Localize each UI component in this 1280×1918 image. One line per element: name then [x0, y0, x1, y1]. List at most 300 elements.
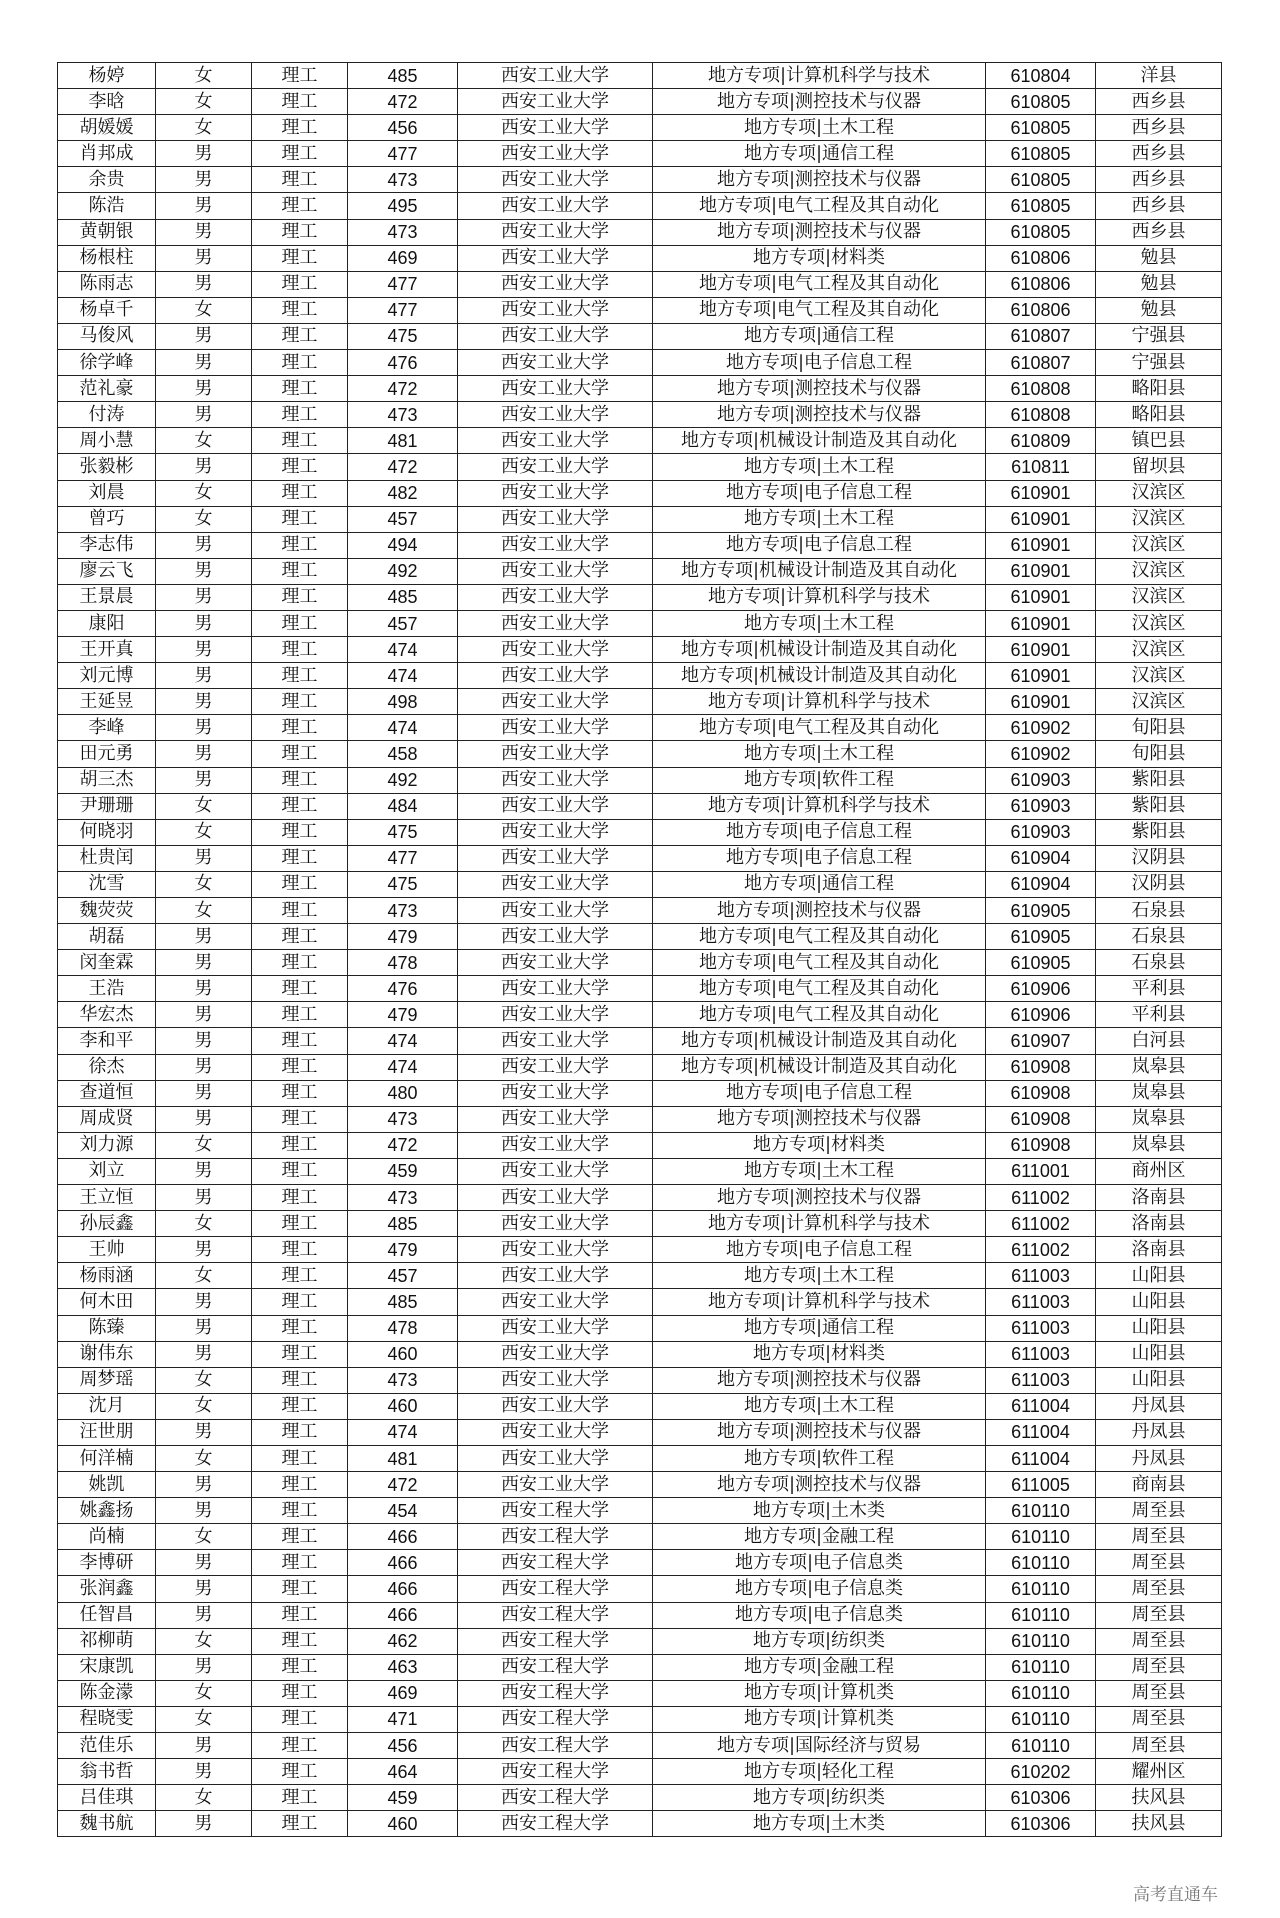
gender-cell: 男: [156, 1158, 252, 1184]
gender-cell: 男: [156, 1498, 252, 1524]
name-cell: 周梦瑶: [58, 1367, 156, 1393]
major-cell: 地方专项|土木工程: [653, 506, 986, 532]
score-cell: 456: [348, 115, 458, 141]
major-cell: 地方专项|电子信息工程: [653, 1237, 986, 1263]
score-cell: 466: [348, 1602, 458, 1628]
category-cell: 理工: [252, 1733, 348, 1759]
major-cell: 地方专项|机械设计制造及其自动化: [653, 663, 986, 689]
major-cell: 地方专项|土木工程: [653, 1263, 986, 1289]
gender-cell: 男: [156, 1002, 252, 1028]
category-cell: 理工: [252, 767, 348, 793]
major-cell: 地方专项|计算机科学与技术: [653, 63, 986, 89]
county-cell: 周至县: [1096, 1602, 1222, 1628]
score-cell: 472: [348, 376, 458, 402]
gender-cell: 男: [156, 1419, 252, 1445]
gender-cell: 女: [156, 115, 252, 141]
region-code-cell: 610904: [986, 845, 1096, 871]
university-cell: 西安工程大学: [458, 1680, 653, 1706]
gender-cell: 女: [156, 1445, 252, 1471]
category-cell: 理工: [252, 1028, 348, 1054]
name-cell: 尚楠: [58, 1524, 156, 1550]
county-cell: 西乡县: [1096, 89, 1222, 115]
gender-cell: 男: [156, 193, 252, 219]
table-row: [58, 532, 1222, 558]
category-cell: 理工: [252, 1263, 348, 1289]
score-cell: 457: [348, 506, 458, 532]
score-cell: 472: [348, 1132, 458, 1158]
region-code-cell: 610811: [986, 454, 1096, 480]
university-cell: 西安工业大学: [458, 297, 653, 323]
gender-cell: 男: [156, 584, 252, 610]
major-cell: 地方专项|土木类: [653, 1498, 986, 1524]
score-cell: 485: [348, 1211, 458, 1237]
major-cell: 地方专项|材料类: [653, 1341, 986, 1367]
category-cell: 理工: [252, 376, 348, 402]
table-row: [58, 1445, 1222, 1471]
name-cell: 王延昱: [58, 689, 156, 715]
roster-body: [58, 63, 1222, 1837]
university-cell: 西安工业大学: [458, 637, 653, 663]
category-cell: 理工: [252, 1289, 348, 1315]
name-cell: 何木田: [58, 1289, 156, 1315]
university-cell: 西安工业大学: [458, 1341, 653, 1367]
major-cell: 地方专项|土木类: [653, 1811, 986, 1837]
score-cell: 457: [348, 610, 458, 636]
score-cell: 476: [348, 350, 458, 376]
university-cell: 西安工程大学: [458, 1576, 653, 1602]
name-cell: 马俊风: [58, 323, 156, 349]
table-row: [58, 845, 1222, 871]
university-cell: 西安工业大学: [458, 1211, 653, 1237]
category-cell: 理工: [252, 1106, 348, 1132]
region-code-cell: 610903: [986, 819, 1096, 845]
region-code-cell: 610902: [986, 741, 1096, 767]
university-cell: 西安工业大学: [458, 1419, 653, 1445]
score-cell: 473: [348, 898, 458, 924]
category-cell: 理工: [252, 350, 348, 376]
gender-cell: 男: [156, 376, 252, 402]
table-row: [58, 1733, 1222, 1759]
category-cell: 理工: [252, 610, 348, 636]
gender-cell: 男: [156, 767, 252, 793]
score-cell: 479: [348, 1002, 458, 1028]
county-cell: 周至县: [1096, 1654, 1222, 1680]
gender-cell: 男: [156, 741, 252, 767]
region-code-cell: 610808: [986, 376, 1096, 402]
gender-cell: 男: [156, 663, 252, 689]
score-cell: 466: [348, 1524, 458, 1550]
county-cell: 周至县: [1096, 1576, 1222, 1602]
category-cell: 理工: [252, 89, 348, 115]
gender-cell: 男: [156, 689, 252, 715]
gender-cell: 男: [156, 1315, 252, 1341]
score-cell: 481: [348, 1445, 458, 1471]
name-cell: 康阳: [58, 610, 156, 636]
university-cell: 西安工业大学: [458, 610, 653, 636]
county-cell: 汉滨区: [1096, 584, 1222, 610]
gender-cell: 男: [156, 167, 252, 193]
score-cell: 479: [348, 1237, 458, 1263]
county-cell: 西乡县: [1096, 115, 1222, 141]
category-cell: 理工: [252, 663, 348, 689]
county-cell: 宁强县: [1096, 323, 1222, 349]
major-cell: 地方专项|机械设计制造及其自动化: [653, 1054, 986, 1080]
major-cell: 地方专项|电气工程及其自动化: [653, 976, 986, 1002]
major-cell: 地方专项|测控技术与仪器: [653, 167, 986, 193]
name-cell: 华宏杰: [58, 1002, 156, 1028]
university-cell: 西安工业大学: [458, 167, 653, 193]
gender-cell: 男: [156, 845, 252, 871]
county-cell: 洛南县: [1096, 1237, 1222, 1263]
name-cell: 刘晨: [58, 480, 156, 506]
score-cell: 475: [348, 871, 458, 897]
university-cell: 西安工程大学: [458, 1811, 653, 1837]
category-cell: 理工: [252, 689, 348, 715]
name-cell: 孙辰鑫: [58, 1211, 156, 1237]
region-code-cell: 610110: [986, 1602, 1096, 1628]
name-cell: 张毅彬: [58, 454, 156, 480]
major-cell: 地方专项|电气工程及其自动化: [653, 193, 986, 219]
score-cell: 474: [348, 715, 458, 741]
county-cell: 汉滨区: [1096, 637, 1222, 663]
score-cell: 495: [348, 193, 458, 219]
name-cell: 王浩: [58, 976, 156, 1002]
region-code-cell: 611003: [986, 1289, 1096, 1315]
university-cell: 西安工程大学: [458, 1550, 653, 1576]
watermark-text: 高考直通车: [1133, 1885, 1218, 1905]
university-cell: 西安工业大学: [458, 271, 653, 297]
region-code-cell: 610809: [986, 428, 1096, 454]
table-row: [58, 1393, 1222, 1419]
major-cell: 地方专项|测控技术与仪器: [653, 1185, 986, 1211]
score-cell: 485: [348, 584, 458, 610]
university-cell: 西安工程大学: [458, 1733, 653, 1759]
score-cell: 494: [348, 532, 458, 558]
region-code-cell: 611001: [986, 1158, 1096, 1184]
region-code-cell: 610905: [986, 924, 1096, 950]
county-cell: 丹凤县: [1096, 1445, 1222, 1471]
name-cell: 曾巧: [58, 506, 156, 532]
score-cell: 469: [348, 1680, 458, 1706]
major-cell: 地方专项|纺织类: [653, 1628, 986, 1654]
gender-cell: 男: [156, 1811, 252, 1837]
county-cell: 山阳县: [1096, 1341, 1222, 1367]
table-row: [58, 480, 1222, 506]
county-cell: 平利县: [1096, 1002, 1222, 1028]
university-cell: 西安工程大学: [458, 1759, 653, 1785]
table-row: [58, 167, 1222, 193]
gender-cell: 女: [156, 819, 252, 845]
gender-cell: 男: [156, 1185, 252, 1211]
region-code-cell: 610805: [986, 89, 1096, 115]
score-cell: 466: [348, 1576, 458, 1602]
county-cell: 汉滨区: [1096, 532, 1222, 558]
table-row: [58, 141, 1222, 167]
table-row: [58, 663, 1222, 689]
name-cell: 刘力源: [58, 1132, 156, 1158]
university-cell: 西安工业大学: [458, 219, 653, 245]
table-row: [58, 63, 1222, 89]
name-cell: 杨雨涵: [58, 1263, 156, 1289]
region-code-cell: 610901: [986, 689, 1096, 715]
score-cell: 484: [348, 793, 458, 819]
admission-roster-table: [57, 62, 1222, 1837]
university-cell: 西安工业大学: [458, 89, 653, 115]
category-cell: 理工: [252, 1550, 348, 1576]
category-cell: 理工: [252, 1002, 348, 1028]
table-row: [58, 506, 1222, 532]
region-code-cell: 610908: [986, 1080, 1096, 1106]
score-cell: 475: [348, 323, 458, 349]
major-cell: 地方专项|计算机科学与技术: [653, 1289, 986, 1315]
table-row: [58, 1341, 1222, 1367]
name-cell: 李和平: [58, 1028, 156, 1054]
name-cell: 王景晨: [58, 584, 156, 610]
score-cell: 463: [348, 1654, 458, 1680]
name-cell: 王开真: [58, 637, 156, 663]
table-row: [58, 558, 1222, 584]
major-cell: 地方专项|电气工程及其自动化: [653, 715, 986, 741]
county-cell: 勉县: [1096, 245, 1222, 271]
university-cell: 西安工业大学: [458, 1472, 653, 1498]
region-code-cell: 610901: [986, 558, 1096, 584]
gender-cell: 女: [156, 506, 252, 532]
score-cell: 466: [348, 1550, 458, 1576]
major-cell: 地方专项|电气工程及其自动化: [653, 1002, 986, 1028]
table-row: [58, 454, 1222, 480]
name-cell: 黄朝银: [58, 219, 156, 245]
university-cell: 西安工业大学: [458, 115, 653, 141]
category-cell: 理工: [252, 1811, 348, 1837]
score-cell: 485: [348, 63, 458, 89]
category-cell: 理工: [252, 793, 348, 819]
name-cell: 程晓雯: [58, 1706, 156, 1732]
major-cell: 地方专项|机械设计制造及其自动化: [653, 1028, 986, 1054]
table-row: [58, 1237, 1222, 1263]
table-row: [58, 793, 1222, 819]
name-cell: 任智昌: [58, 1602, 156, 1628]
gender-cell: 男: [156, 976, 252, 1002]
gender-cell: 女: [156, 1628, 252, 1654]
county-cell: 扶风县: [1096, 1811, 1222, 1837]
category-cell: 理工: [252, 1524, 348, 1550]
county-cell: 周至县: [1096, 1733, 1222, 1759]
name-cell: 周成贤: [58, 1106, 156, 1132]
major-cell: 地方专项|机械设计制造及其自动化: [653, 558, 986, 584]
county-cell: 西乡县: [1096, 167, 1222, 193]
major-cell: 地方专项|材料类: [653, 245, 986, 271]
gender-cell: 男: [156, 558, 252, 584]
name-cell: 李晗: [58, 89, 156, 115]
category-cell: 理工: [252, 323, 348, 349]
county-cell: 汉阴县: [1096, 845, 1222, 871]
score-cell: 476: [348, 976, 458, 1002]
gender-cell: 男: [156, 454, 252, 480]
name-cell: 王帅: [58, 1237, 156, 1263]
gender-cell: 女: [156, 1393, 252, 1419]
major-cell: 地方专项|机械设计制造及其自动化: [653, 428, 986, 454]
major-cell: 地方专项|电子信息工程: [653, 1080, 986, 1106]
gender-cell: 女: [156, 89, 252, 115]
region-code-cell: 610901: [986, 480, 1096, 506]
score-cell: 477: [348, 271, 458, 297]
score-cell: 460: [348, 1341, 458, 1367]
gender-cell: 女: [156, 1263, 252, 1289]
major-cell: 地方专项|土木工程: [653, 610, 986, 636]
name-cell: 胡媛媛: [58, 115, 156, 141]
region-code-cell: 610906: [986, 976, 1096, 1002]
major-cell: 地方专项|土木工程: [653, 1393, 986, 1419]
name-cell: 李志伟: [58, 532, 156, 558]
category-cell: 理工: [252, 871, 348, 897]
name-cell: 刘元博: [58, 663, 156, 689]
table-row: [58, 1289, 1222, 1315]
category-cell: 理工: [252, 1419, 348, 1445]
major-cell: 地方专项|计算机科学与技术: [653, 1211, 986, 1237]
table-row: [58, 1132, 1222, 1158]
gender-cell: 男: [156, 1106, 252, 1132]
county-cell: 石泉县: [1096, 898, 1222, 924]
table-row: [58, 1785, 1222, 1811]
county-cell: 紫阳县: [1096, 767, 1222, 793]
category-cell: 理工: [252, 976, 348, 1002]
county-cell: 紫阳县: [1096, 819, 1222, 845]
category-cell: 理工: [252, 1367, 348, 1393]
region-code-cell: 610901: [986, 584, 1096, 610]
region-code-cell: 610805: [986, 115, 1096, 141]
table-row: [58, 1602, 1222, 1628]
table-row: [58, 1654, 1222, 1680]
major-cell: 地方专项|机械设计制造及其自动化: [653, 637, 986, 663]
category-cell: 理工: [252, 402, 348, 428]
category-cell: 理工: [252, 193, 348, 219]
score-cell: 456: [348, 1733, 458, 1759]
region-code-cell: 611002: [986, 1237, 1096, 1263]
major-cell: 地方专项|计算机类: [653, 1680, 986, 1706]
table-row: [58, 976, 1222, 1002]
major-cell: 地方专项|测控技术与仪器: [653, 219, 986, 245]
score-cell: 492: [348, 767, 458, 793]
table-row: [58, 1211, 1222, 1237]
score-cell: 477: [348, 845, 458, 871]
university-cell: 西安工业大学: [458, 767, 653, 793]
university-cell: 西安工业大学: [458, 584, 653, 610]
table-row: [58, 1419, 1222, 1445]
name-cell: 范礼豪: [58, 376, 156, 402]
major-cell: 地方专项|电子信息类: [653, 1576, 986, 1602]
category-cell: 理工: [252, 819, 348, 845]
region-code-cell: 611003: [986, 1341, 1096, 1367]
score-cell: 474: [348, 663, 458, 689]
category-cell: 理工: [252, 1211, 348, 1237]
gender-cell: 男: [156, 1289, 252, 1315]
name-cell: 汪世朋: [58, 1419, 156, 1445]
name-cell: 陈金濛: [58, 1680, 156, 1706]
county-cell: 西乡县: [1096, 219, 1222, 245]
major-cell: 地方专项|金融工程: [653, 1654, 986, 1680]
university-cell: 西安工业大学: [458, 793, 653, 819]
name-cell: 徐杰: [58, 1054, 156, 1080]
county-cell: 旬阳县: [1096, 715, 1222, 741]
gender-cell: 男: [156, 1654, 252, 1680]
score-cell: 474: [348, 1419, 458, 1445]
name-cell: 宋康凯: [58, 1654, 156, 1680]
category-cell: 理工: [252, 584, 348, 610]
region-code-cell: 610806: [986, 245, 1096, 271]
category-cell: 理工: [252, 1472, 348, 1498]
major-cell: 地方专项|测控技术与仪器: [653, 1472, 986, 1498]
name-cell: 陈雨志: [58, 271, 156, 297]
name-cell: 祁柳萌: [58, 1628, 156, 1654]
name-cell: 谢伟东: [58, 1341, 156, 1367]
region-code-cell: 610806: [986, 297, 1096, 323]
score-cell: 474: [348, 637, 458, 663]
region-code-cell: 610807: [986, 350, 1096, 376]
major-cell: 地方专项|计算机科学与技术: [653, 689, 986, 715]
category-cell: 理工: [252, 1393, 348, 1419]
county-cell: 周至县: [1096, 1706, 1222, 1732]
name-cell: 陈臻: [58, 1315, 156, 1341]
name-cell: 翁书哲: [58, 1759, 156, 1785]
name-cell: 魏书航: [58, 1811, 156, 1837]
score-cell: 477: [348, 297, 458, 323]
major-cell: 地方专项|电子信息工程: [653, 350, 986, 376]
county-cell: 周至县: [1096, 1550, 1222, 1576]
gender-cell: 男: [156, 610, 252, 636]
university-cell: 西安工业大学: [458, 193, 653, 219]
table-row: [58, 1811, 1222, 1837]
county-cell: 山阳县: [1096, 1367, 1222, 1393]
score-cell: 473: [348, 167, 458, 193]
category-cell: 理工: [252, 1315, 348, 1341]
score-cell: 473: [348, 1106, 458, 1132]
category-cell: 理工: [252, 271, 348, 297]
name-cell: 沈月: [58, 1393, 156, 1419]
county-cell: 山阳县: [1096, 1315, 1222, 1341]
name-cell: 王立恒: [58, 1185, 156, 1211]
gender-cell: 男: [156, 271, 252, 297]
score-cell: 477: [348, 141, 458, 167]
name-cell: 田元勇: [58, 741, 156, 767]
county-cell: 汉滨区: [1096, 558, 1222, 584]
table-row: [58, 1472, 1222, 1498]
county-cell: 镇巴县: [1096, 428, 1222, 454]
university-cell: 西安工业大学: [458, 1289, 653, 1315]
score-cell: 498: [348, 689, 458, 715]
table-row: [58, 871, 1222, 897]
score-cell: 473: [348, 402, 458, 428]
name-cell: 沈雪: [58, 871, 156, 897]
region-code-cell: 610808: [986, 402, 1096, 428]
gender-cell: 男: [156, 141, 252, 167]
region-code-cell: 610110: [986, 1498, 1096, 1524]
gender-cell: 男: [156, 1733, 252, 1759]
gender-cell: 男: [156, 245, 252, 271]
university-cell: 西安工业大学: [458, 1028, 653, 1054]
gender-cell: 男: [156, 1472, 252, 1498]
county-cell: 耀州区: [1096, 1759, 1222, 1785]
major-cell: 地方专项|软件工程: [653, 767, 986, 793]
category-cell: 理工: [252, 1341, 348, 1367]
category-cell: 理工: [252, 1080, 348, 1106]
major-cell: 地方专项|测控技术与仪器: [653, 1106, 986, 1132]
score-cell: 475: [348, 819, 458, 845]
score-cell: 464: [348, 1759, 458, 1785]
table-row: [58, 924, 1222, 950]
region-code-cell: 610804: [986, 63, 1096, 89]
table-row: [58, 245, 1222, 271]
major-cell: 地方专项|测控技术与仪器: [653, 402, 986, 428]
